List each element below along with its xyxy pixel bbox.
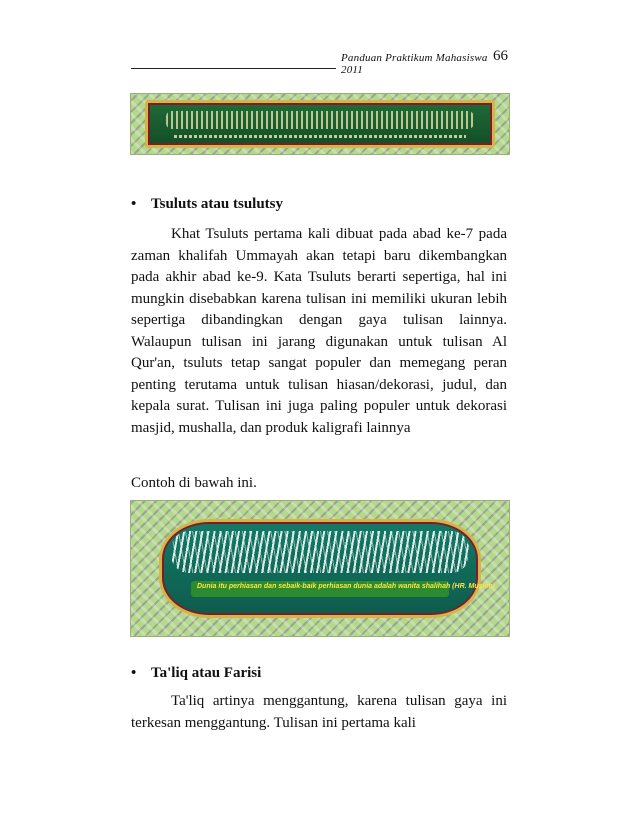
bullet-icon: • xyxy=(131,196,137,212)
calligraphy-banner-tsuluts xyxy=(130,500,510,637)
header-rule xyxy=(131,68,336,69)
section-heading-taliq xyxy=(131,665,261,682)
paragraph-text: Ta'liq artinya menggantung, karena tulisan gaya ini terkesan menggantung. Tulisan ini pertama kali xyxy=(131,693,507,731)
paragraph-tsuluts xyxy=(131,224,507,439)
arabic-calligraphy-image xyxy=(166,111,474,129)
calligraphy-banner-top xyxy=(130,93,510,155)
banner-panel xyxy=(145,100,495,148)
section-heading-tsuluts xyxy=(131,196,283,213)
example-line: Contoh di bawah ini. xyxy=(131,475,257,491)
banner-caption: Dunia itu perhiasan dan sebaik-baik perhiasan dunia adalah wanita shalihah (HR. Muslim) xyxy=(197,583,495,590)
header-title: Panduan Praktikum Mahasiswa 2011 xyxy=(341,52,488,76)
heading-text: Ta'liq atau Farisi xyxy=(151,665,262,681)
arabic-calligraphy-image xyxy=(171,531,469,573)
page-header xyxy=(131,48,508,76)
translation-line-image xyxy=(174,135,466,138)
page-number: 66 xyxy=(493,48,508,64)
bullet-icon: • xyxy=(131,665,137,681)
paragraph-text: Khat Tsuluts pertama kali dibuat pada abad ke-7 pada zaman khalifah Ummayah akan tetapi baru dikembangkan pada akhir abad ke-9. Kata Tsuluts berarti sepertiga, hal ini mungkin disebabkan karena tulisan ini memiliki ukuran lebih sepertiga dibandingkan dengan gaya tulisan lainnya. Walaupun tulisan ini jarang digunakan untuk tulisan Al Qur'an, tsuluts tetap sangat populer dan memegang peran penting terutama untuk tulisan hiasan/dekorasi, judul, dan kepala surat. Tulisan ini juga paling populer untuk dekorasi masjid, mushalla, dan produk kaligrafi lainnya xyxy=(131,226,507,436)
heading-text: Tsuluts atau tsulutsy xyxy=(151,196,284,212)
paragraph-taliq xyxy=(131,691,507,734)
